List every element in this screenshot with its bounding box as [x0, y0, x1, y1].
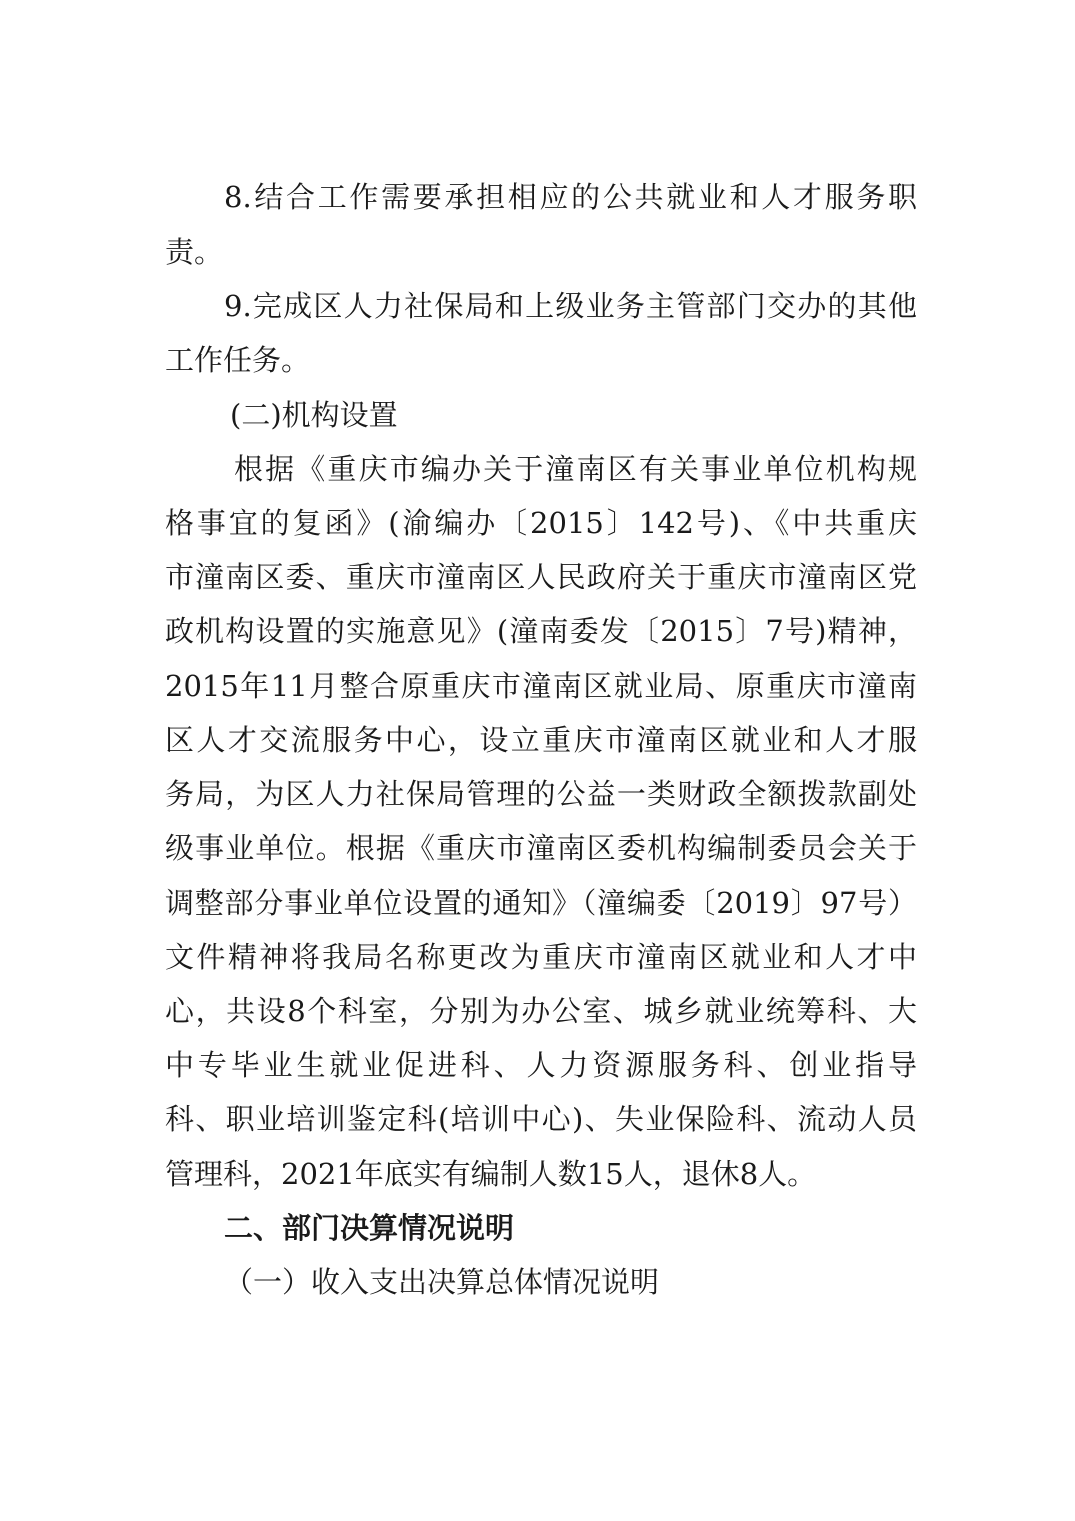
text-line: 务局，为区人力社保局管理的公益一类财政全额拨款副处: [165, 777, 917, 811]
text-line: 文件精神将我局名称更改为重庆市潼南区就业和人才中: [165, 940, 917, 974]
text-line: 管理科，2021年底实有编制人数15人，退休8人。: [165, 1157, 817, 1191]
section-subheading: [0, 1262, 1075, 1302]
text-line: 9.完成区人力社保局和上级业务主管部门交办的其他: [224, 289, 917, 323]
text-line: 调整部分事业单位设置的通知》（潼编委〔2019〕97号）: [165, 886, 917, 920]
paragraph-line: [0, 666, 1075, 706]
paragraph-line: [0, 232, 1075, 272]
text-line: 责。: [165, 235, 224, 269]
paragraph-line: [0, 449, 1075, 489]
text-line: 格事宜的复函》(渝编办〔2015〕142号)、《中共重庆: [165, 506, 917, 540]
text-line: 2015年11月整合原重庆市潼南区就业局、原重庆市潼南: [165, 669, 917, 703]
text-line: 区人才交流服务中心，设立重庆市潼南区就业和人才服: [165, 723, 917, 757]
paragraph-line: [0, 774, 1075, 814]
paragraph-line: [0, 720, 1075, 760]
paragraph-line: [0, 883, 1075, 923]
paragraph-line: [0, 1154, 1075, 1194]
text-line: （一）收入支出决算总体情况说明: [224, 1265, 660, 1299]
paragraph-line: [0, 611, 1075, 651]
paragraph-line: [0, 828, 1075, 868]
text-line: 政机构设置的实施意见》(潼南委发〔2015〕7号)精神，: [165, 614, 917, 648]
section-subheading: [0, 395, 1075, 435]
paragraph-line: [0, 177, 1075, 217]
text-line: 科、职业培训鉴定科(培训中心)、失业保险科、流动人员: [165, 1102, 917, 1136]
text-line: (二)机构设置: [230, 398, 398, 432]
section-heading: [0, 1208, 1075, 1248]
text-line: 级事业单位。根据《重庆市潼南区委机构编制委员会关于: [165, 831, 917, 865]
text-line: 工作任务。: [165, 343, 311, 377]
paragraph-line: [0, 557, 1075, 597]
text-line: 中专毕业生就业促进科、人力资源服务科、创业指导: [165, 1048, 917, 1082]
text-line: 8.结合工作需要承担相应的公共就业和人才服务职: [224, 180, 917, 214]
paragraph-line: [0, 340, 1075, 380]
text-line: 市潼南区委、重庆市潼南区人民政府关于重庆市潼南区党: [165, 560, 917, 594]
text-line: 心，共设8个科室，分别为办公室、城乡就业统筹科、大: [165, 994, 917, 1028]
paragraph-line: [0, 286, 1075, 326]
text-line: 根据《重庆市编办关于潼南区有关事业单位机构规: [234, 452, 917, 486]
paragraph-line: [0, 1045, 1075, 1085]
paragraph-line: [0, 991, 1075, 1031]
text-line: 二、部门决算情况说明: [224, 1211, 515, 1245]
paragraph-line: [0, 937, 1075, 977]
paragraph-line: [0, 1099, 1075, 1139]
paragraph-line: [0, 503, 1075, 543]
